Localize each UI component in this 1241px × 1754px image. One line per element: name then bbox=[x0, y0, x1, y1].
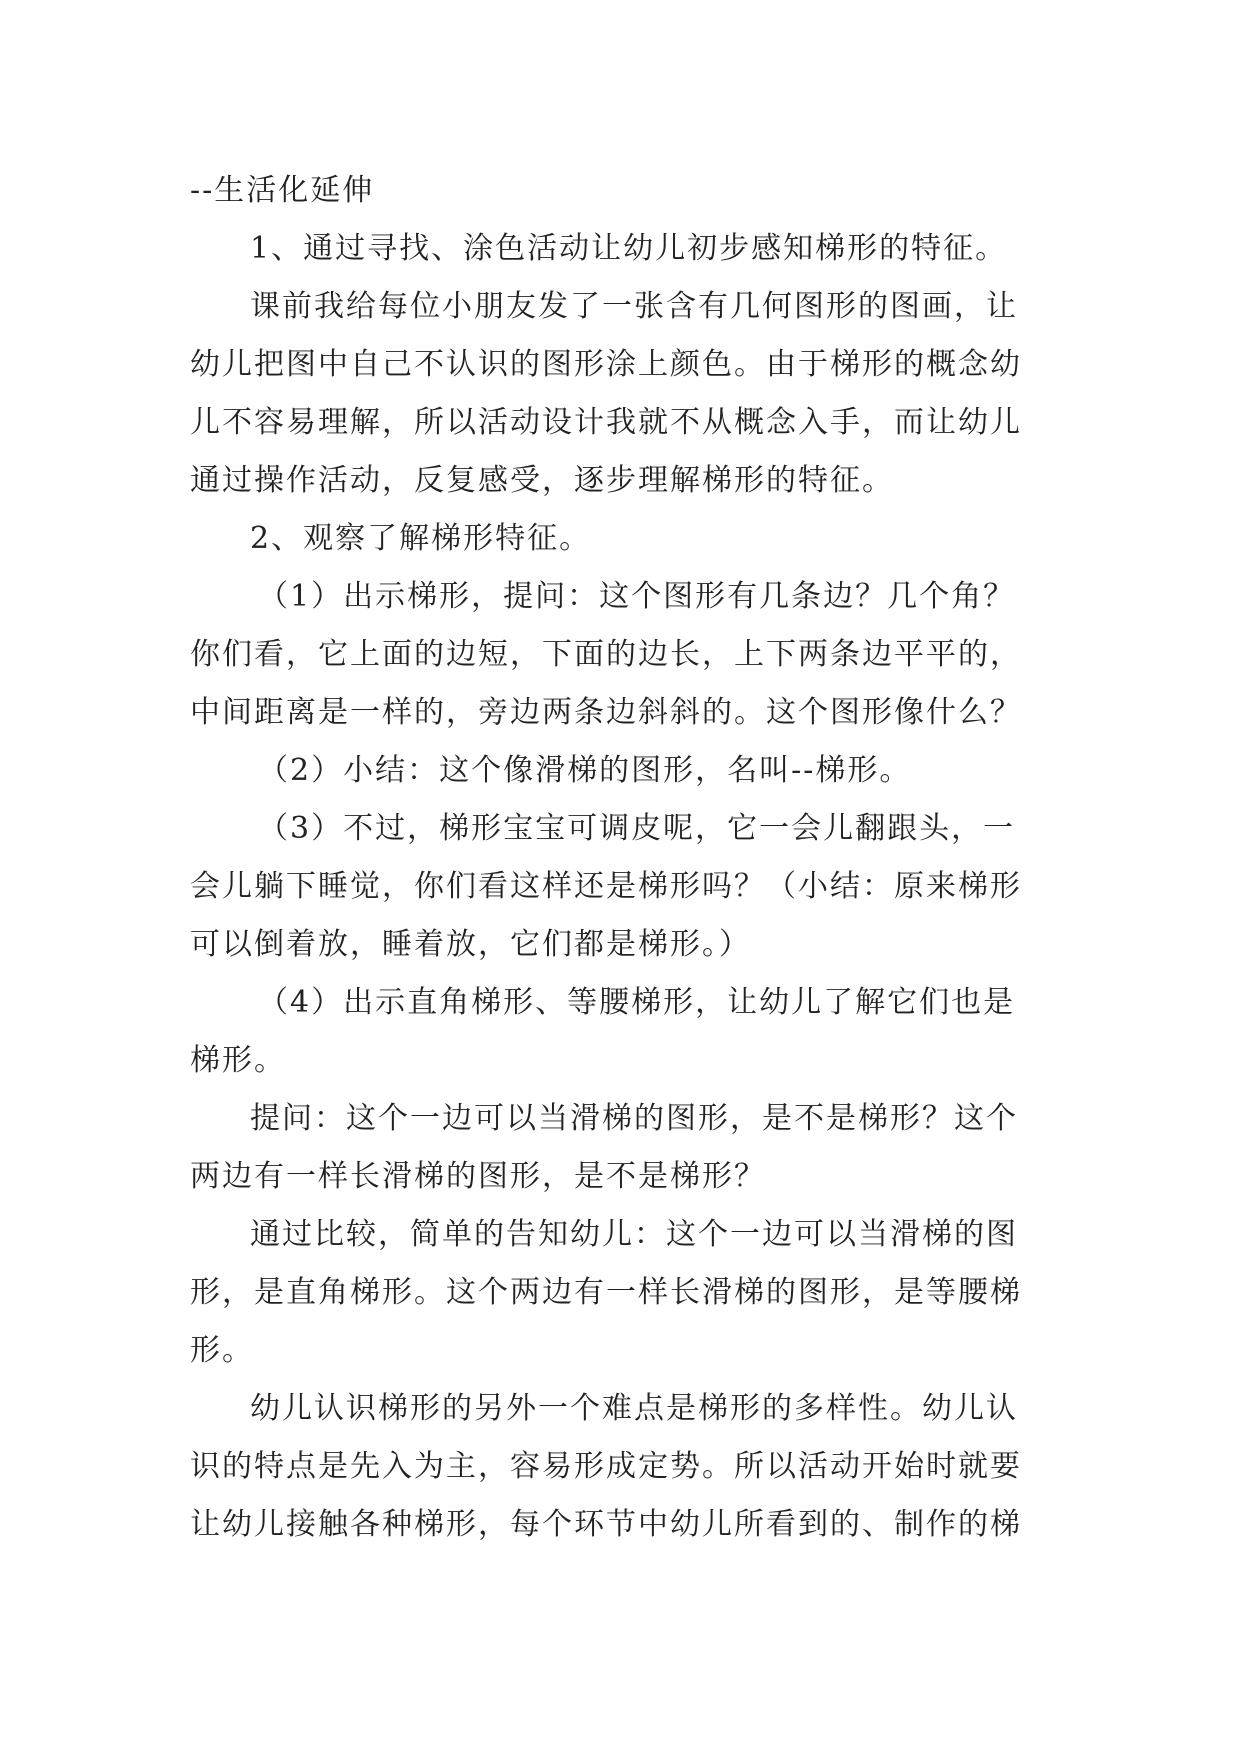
document-page bbox=[190, 162, 1070, 1554]
paragraph-line: 两边有一样长滑梯的图形，是不是梯形？ bbox=[190, 1159, 766, 1194]
paragraph-line: 形。 bbox=[190, 1333, 254, 1368]
paragraph-line: 课前我给每位小朋友发了一张含有几何图形的图画，让 bbox=[250, 289, 1018, 324]
paragraph-line: 幼儿认识梯形的另外一个难点是梯形的多样性。幼儿认 bbox=[250, 1391, 1018, 1426]
paragraph-line: 通过比较，简单的告知幼儿：这个一边可以当滑梯的图 bbox=[250, 1217, 1018, 1252]
paragraph-line: 识的特点是先入为主，容易形成定势。所以活动开始时就要 bbox=[190, 1449, 1022, 1484]
paragraph-line: （3）不过，梯形宝宝可调皮呢，它一会儿翻跟头，一 bbox=[258, 811, 1016, 846]
paragraph-line: 梯形。 bbox=[190, 1043, 286, 1078]
paragraph-line: 提问：这个一边可以当滑梯的图形，是不是梯形？这个 bbox=[250, 1101, 1018, 1136]
paragraph-line: 让幼儿接触各种梯形，每个环节中幼儿所看到的、制作的梯 bbox=[190, 1507, 1022, 1542]
paragraph-line: 通过操作活动，反复感受，逐步理解梯形的特征。 bbox=[190, 463, 894, 498]
paragraph-line: 幼儿把图中自己不认识的图形涂上颜色。由于梯形的概念幼 bbox=[190, 347, 1022, 382]
paragraph-line: （2）小结：这个像滑梯的图形，名叫--梯形。 bbox=[258, 753, 912, 788]
paragraph-line: （1）出示梯形，提问：这个图形有几条边？几个角？ bbox=[258, 579, 1016, 614]
paragraph-line: 你们看，它上面的边短，下面的边长，上下两条边平平的， bbox=[190, 637, 1022, 672]
paragraph-line: 可以倒着放，睡着放，它们都是梯形。） bbox=[190, 927, 751, 962]
paragraph-line: （4）出示直角梯形、等腰梯形，让幼儿了解它们也是 bbox=[258, 985, 1016, 1020]
section-heading: --生活化延伸 bbox=[190, 173, 375, 208]
paragraph-line: 会儿躺下睡觉，你们看这样还是梯形吗？（小结：原来梯形 bbox=[190, 869, 1022, 904]
paragraph-line: 儿不容易理解，所以活动设计我就不从概念入手，而让幼儿 bbox=[190, 405, 1022, 440]
paragraph-line: 2、观察了解梯形特征。 bbox=[250, 521, 592, 556]
paragraph-line: 1、通过寻找、涂色活动让幼儿初步感知梯形的特征。 bbox=[250, 231, 1008, 266]
paragraph-line: 中间距离是一样的，旁边两条边斜斜的。这个图形像什么？ bbox=[190, 695, 1022, 730]
paragraph-line: 形，是直角梯形。这个两边有一样长滑梯的图形，是等腰梯 bbox=[190, 1275, 1022, 1310]
